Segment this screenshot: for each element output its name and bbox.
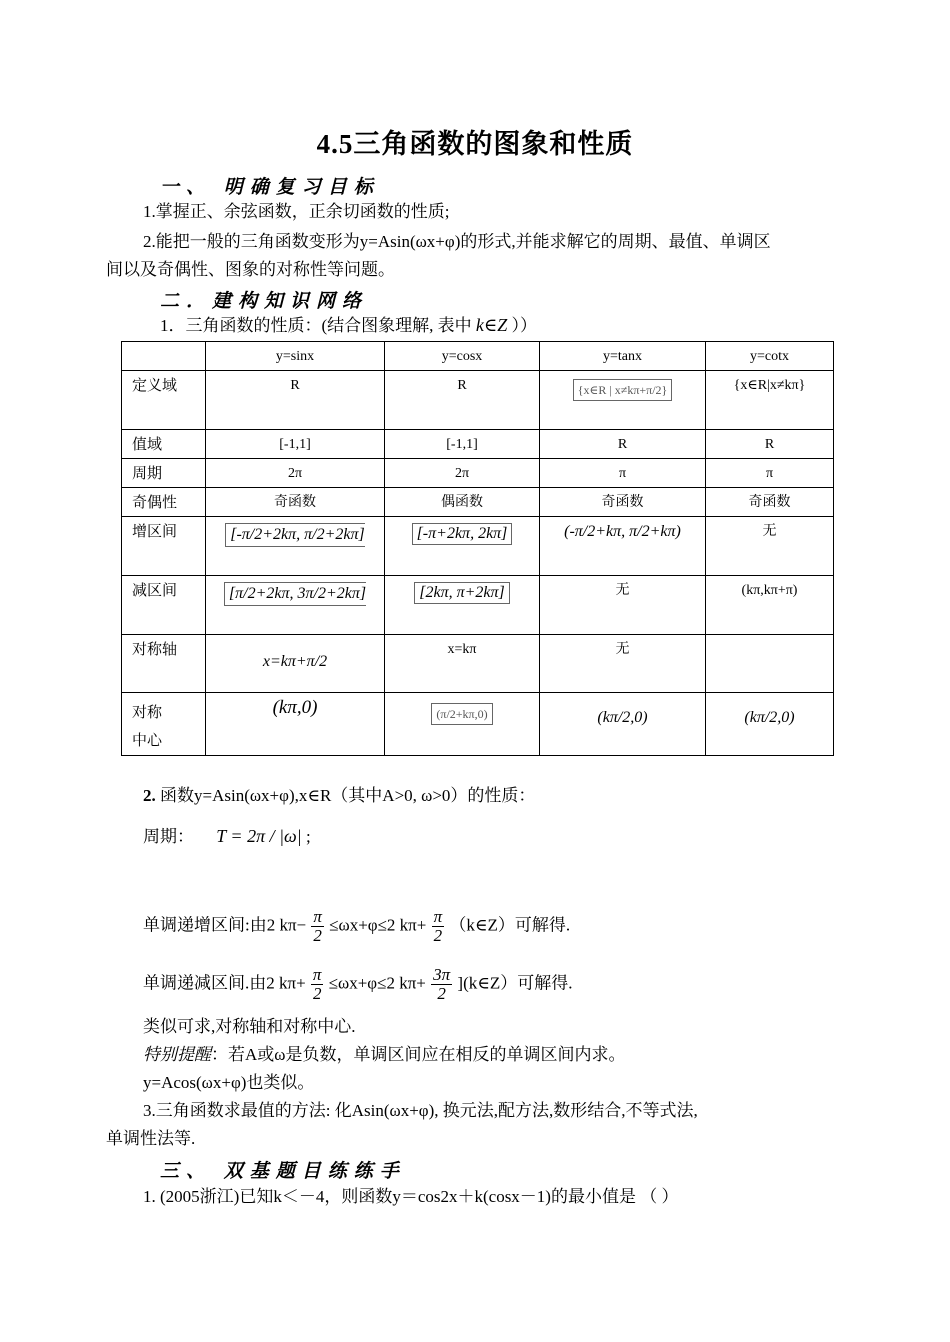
cell-range-cos: [-1,1] (385, 430, 540, 459)
row-label-parity: 奇偶性 (122, 488, 206, 517)
increasing-interval-line (143, 908, 570, 945)
axis-sin-formula: x=kπ+π/2 (262, 653, 328, 670)
period-line: 周期： T = 2π / |ω| ; (143, 826, 311, 846)
dec-prefix: 单调递减区间.由2 kπ+ (143, 973, 306, 993)
table-row-parity (122, 488, 834, 517)
page-title: 4.5三角函数的图象和性质 (316, 129, 634, 159)
cell-period-tan: π (540, 459, 706, 488)
cell-inc-tan (540, 517, 706, 576)
row-label-axis: 对称轴 (122, 635, 206, 693)
cell-range-sin: [-1,1] (206, 430, 385, 459)
table-header-row (122, 342, 834, 371)
table-row-period (122, 459, 834, 488)
cell-domain-sin: R (206, 371, 385, 430)
cell-parity-cos: 偶函数 (385, 488, 540, 517)
table-row-range (122, 430, 834, 459)
table-row-increasing (122, 517, 834, 576)
cell-range-cot: R (706, 430, 834, 459)
cell-axis-tan: 无 (540, 635, 706, 693)
dec-sin-interval: [π/2+2kπ, 3π/2+2kπ] (224, 582, 366, 606)
question-1: 1. (2005浙江)已知k＜－4，则函数y＝cos2x＋k(cosx－1)的最小值是 （ ） (143, 1187, 679, 1206)
inc-sin-interval: [-π/2+2kπ, π/2+2kπ] (225, 523, 365, 547)
property-2-heading (143, 784, 535, 808)
domain-tan-set: {x∈R | x≠kπ+π/2} (573, 379, 673, 401)
cell-range-tan: R (540, 430, 706, 459)
header-cell-empty (122, 342, 206, 371)
cell-center-tan (540, 693, 706, 756)
table-row-axis (122, 635, 834, 693)
row-label-center-line1: 对称 (132, 705, 163, 721)
cell-parity-sin: 奇函数 (206, 488, 385, 517)
center-sin-point: (kπ,0) (272, 697, 318, 718)
cell-inc-cot: 无 (706, 517, 834, 576)
max-min-methods-line1: 3.三角函数求最值的方法: 化Asin(ωx+φ), 换元法,配方法,数形结合,不等式法, (143, 1101, 698, 1120)
k-in-z: k∈Z (475, 315, 508, 335)
row-label-center (122, 693, 206, 756)
section-heading-goals: 一、 明确复习目标 (160, 177, 380, 198)
row-label-period: 周期 (122, 459, 206, 488)
header-cell-cos: y=cosx (385, 342, 540, 371)
row-label-range: 值域 (122, 430, 206, 459)
inc-mid: ≤ωx+φ≤2 kπ+ (329, 915, 427, 935)
properties-intro (160, 313, 537, 338)
inc-tan-interval: (-π/2+kπ, π/2+kπ) (564, 523, 681, 540)
special-reminder (143, 1043, 625, 1067)
cell-period-cos: 2π (385, 459, 540, 488)
cell-domain-cos: R (385, 371, 540, 430)
acos-note: y=Acos(ωx+φ)也类似。 (143, 1073, 315, 1092)
cell-dec-sin (206, 576, 385, 635)
row-label-decreasing: 减区间 (122, 576, 206, 635)
pi-over-2-frac-1: $\frac{\pi}{2}$ (313, 907, 322, 945)
trig-properties-table (121, 341, 834, 756)
properties-intro-text: 1．三角函数的性质：(结合图象理解, 表中 (160, 316, 472, 335)
goal-item-2-line1: 2.能把一般的三角函数变形为y=Asin(ωx+φ)的形式,并能求解它的周期、最值、单调区 (143, 232, 771, 251)
similar-note: 类似可求,对称轴和对称中心. (143, 1017, 356, 1036)
table-row-decreasing (122, 576, 834, 635)
property-2-number: 2. (143, 786, 156, 805)
decreasing-interval-line (143, 966, 572, 1003)
dec-suffix: ](k∈Z）可解得. (457, 973, 573, 993)
row-label-center-line2: 中心 (132, 733, 163, 749)
cell-domain-cot: {x∈R|x≠kπ} (706, 371, 834, 430)
header-cell-sin: y=sinx (206, 342, 385, 371)
three-pi-over-2-frac: $\frac{3\pi}{2}$ (433, 965, 451, 1003)
center-tan-point: (kπ/2,0) (597, 709, 648, 726)
reminder-text: ：若A或ω是负数，单调区间应在相反的单调区间内求。 (211, 1045, 626, 1064)
reminder-label: 特别提醒 (143, 1045, 211, 1064)
max-min-methods-line2: 单调性法等. (106, 1129, 196, 1148)
table-row-center (122, 693, 834, 756)
section-heading-practice: 三、 双基题目练练手 (160, 1161, 406, 1182)
cell-axis-sin (206, 635, 385, 693)
inc-prefix: 单调递增区间:由2 kπ− (143, 915, 307, 935)
period-label: 周期： (143, 827, 194, 846)
header-cell-tan: y=tanx (540, 342, 706, 371)
dec-cos-interval: [2kπ, π+2kπ] (414, 582, 510, 604)
table-row-domain (122, 371, 834, 430)
row-label-increasing: 增区间 (122, 517, 206, 576)
period-formula: T = 2π / |ω| (216, 826, 302, 846)
cell-center-cos (385, 693, 540, 756)
row-label-domain: 定义域 (122, 371, 206, 430)
inc-cos-interval: [-π+2kπ, 2kπ] (412, 523, 513, 545)
cell-inc-sin (206, 517, 385, 576)
properties-intro-tail: ）） (511, 316, 537, 335)
pi-over-2-frac-3: $\frac{\pi}{2}$ (312, 965, 322, 1003)
inc-suffix: （k∈Z）可解得. (449, 915, 571, 935)
center-cos-point: (π/2+kπ,0) (431, 703, 492, 725)
cell-dec-cot: (kπ,kπ+π) (706, 576, 834, 635)
pi-over-2-frac-2: $\frac{\pi}{2}$ (433, 907, 443, 945)
dec-mid: ≤ωx+φ≤2 kπ+ (328, 973, 426, 993)
cell-parity-cot: 奇函数 (706, 488, 834, 517)
cell-axis-cos: x=kπ (385, 635, 540, 693)
cell-period-sin: 2π (206, 459, 385, 488)
cell-dec-tan: 无 (540, 576, 706, 635)
cell-parity-tan: 奇函数 (540, 488, 706, 517)
cell-domain-tan (540, 371, 706, 430)
property-2-text: 函数y=Asin(ωx+φ),x∈R（其中A>0, ω>0）的性质： (160, 786, 536, 805)
section-heading-network: 二．建构知识网络 (160, 291, 369, 312)
cell-axis-cot (706, 635, 834, 693)
cell-inc-cos (385, 517, 540, 576)
header-cell-cot: y=cotx (706, 342, 834, 371)
goal-item-1: 1.掌握正、余弦函数，正余切函数的性质; (143, 202, 450, 221)
cell-center-sin (206, 693, 385, 756)
center-cot-point: (kπ/2,0) (744, 709, 795, 726)
cell-period-cot: π (706, 459, 834, 488)
goal-item-2-line2: 间以及奇偶性、图象的对称性等问题。 (106, 260, 395, 279)
cell-dec-cos (385, 576, 540, 635)
cell-center-cot (706, 693, 834, 756)
